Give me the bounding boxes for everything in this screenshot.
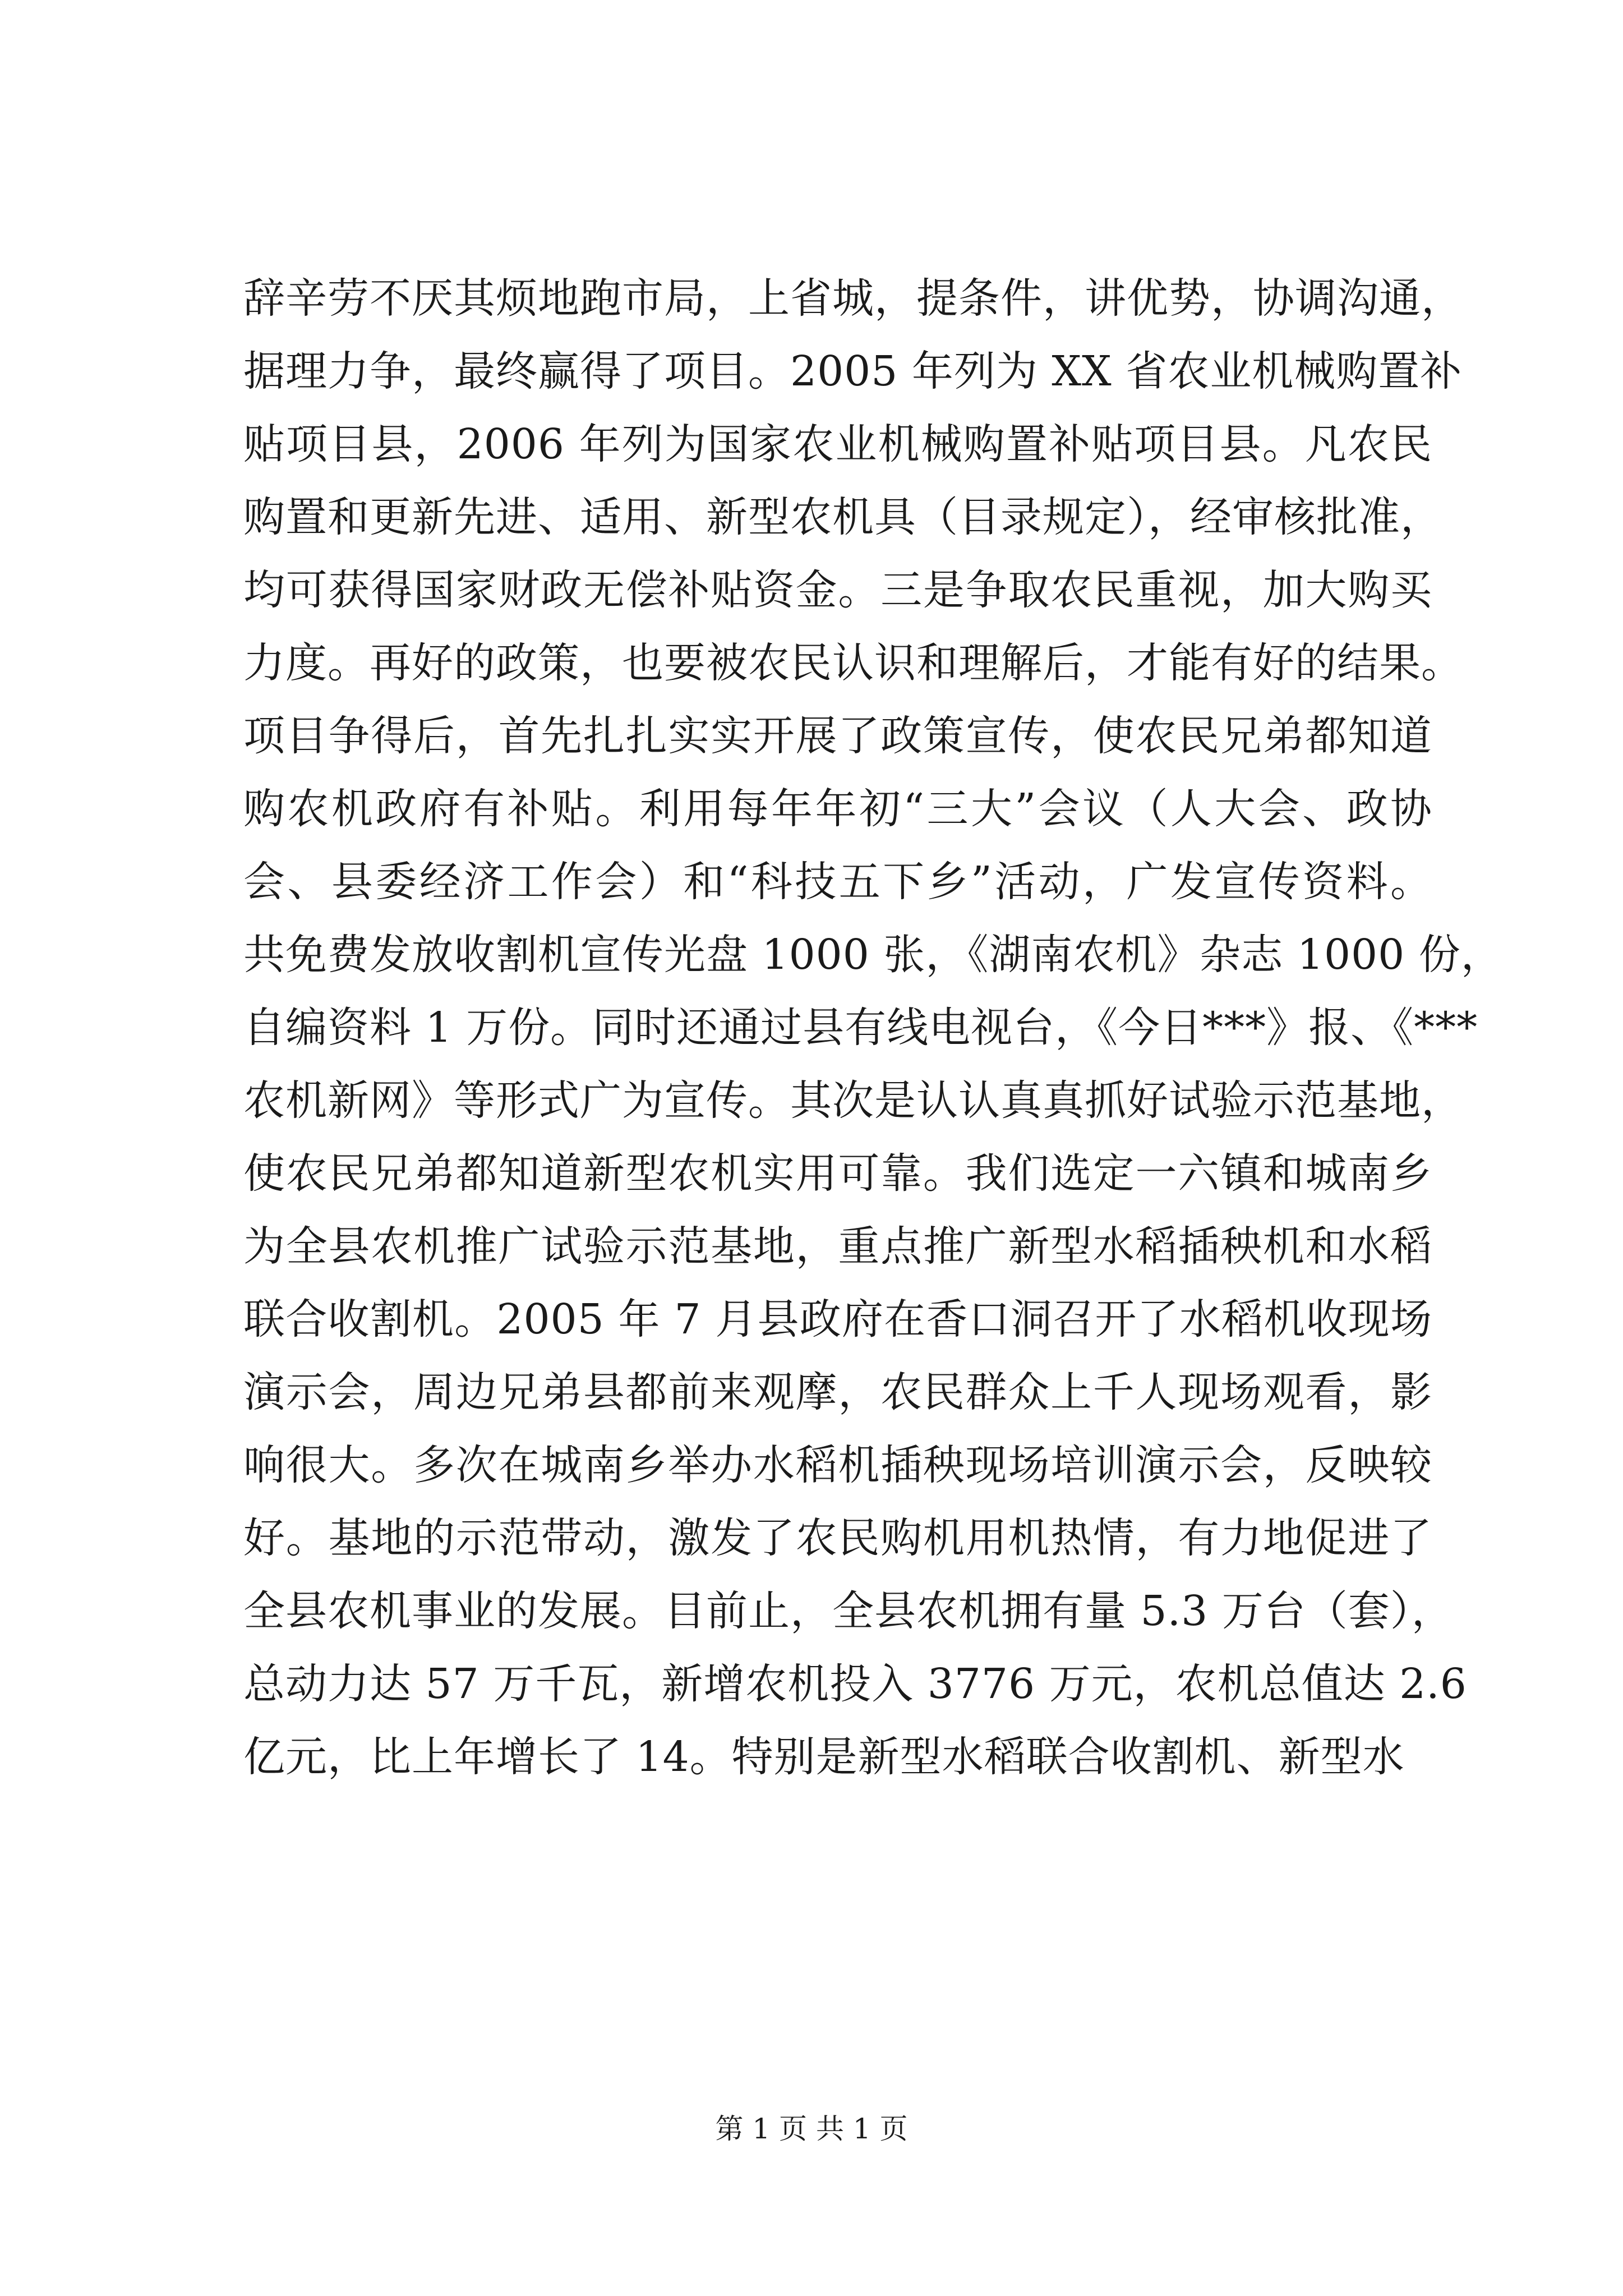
text-line: 项目争得后，首先扎扎实实开展了政策宣传，使农民兄弟都知道 xyxy=(243,712,1432,760)
text-line: 辞辛劳不厌其烦地跑市局，上省城，提条件，讲优势，协调沟通， xyxy=(243,274,1463,323)
text-line: 均可获得国家财政无偿补贴资金。三是争取农民重视，加大购买 xyxy=(243,566,1432,614)
text-line: 为全县农机推广试验示范基地，重点推广新型水稻插秧机和水稻 xyxy=(243,1222,1432,1271)
text-line: 联合收割机。2005 年 7 月县政府在香口洞召开了水稻机收现场 xyxy=(243,1295,1432,1343)
text-line: 据理力争，最终赢得了项目。2005 年列为 XX 省农业机械购置补 xyxy=(243,347,1463,395)
text-line: 亿元，比上年增长了 14。特别是新型水稻联合收割机、新型水 xyxy=(243,1733,1405,1781)
text-line: 总动力达 57 万千瓦，新增农机投入 3776 万元，农机总值达 2.6 xyxy=(243,1660,1467,1708)
text-line: 响很大。多次在城南乡举办水稻机插秧现场培训演示会，反映较 xyxy=(243,1441,1432,1489)
text-line: 农机新网》等形式广为宣传。其次是认认真真抓好试验示范基地， xyxy=(243,1076,1463,1125)
text-line: 购置和更新先进、适用、新型农机具（目录规定），经审核批准， xyxy=(243,493,1442,541)
body-text xyxy=(243,262,1503,1793)
text-line: 演示会，周边兄弟县都前来观摩，农民群众上千人现场观看，影 xyxy=(243,1368,1432,1416)
text-line: 使农民兄弟都知道新型农机实用可靠。我们选定一六镇和城南乡 xyxy=(243,1149,1432,1198)
text-line: 力度。再好的政策，也要被农民认识和理解后，才能有好的结果。 xyxy=(243,639,1463,687)
text-line: 贴项目县，2006 年列为国家农业机械购置补贴项目县。凡农民 xyxy=(243,420,1432,468)
text-line: 会、县委经济工作会）和“科技五下乡”活动，广发宣传资料。 xyxy=(243,858,1432,906)
text-line: 购农机政府有补贴。利用每年年初“三大”会议（人大会、政协 xyxy=(243,785,1432,833)
text-line: 自编资料 1 万份。同时还通过县有线电视台，《今日***》报、《*** xyxy=(243,1004,1478,1052)
text-line: 全县农机事业的发展。目前止，全县农机拥有量 5.3 万台（套）， xyxy=(243,1587,1454,1635)
page-number-footer: 第 1 页 共 1 页 xyxy=(715,2113,908,2145)
text-line: 好。基地的示范带动，激发了农民购机用机热情，有力地促进了 xyxy=(243,1514,1432,1562)
text-line: 共免费发放收割机宣传光盘 1000 张，《湖南农机》杂志 1000 份， xyxy=(243,931,1503,979)
